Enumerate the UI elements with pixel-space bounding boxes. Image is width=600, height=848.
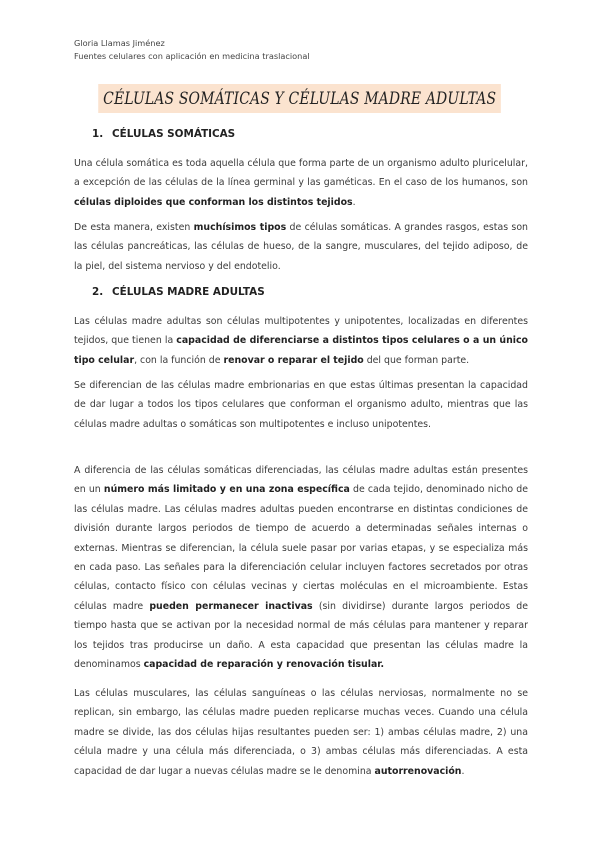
text-run: Una célula somática es toda aquella célula que forma parte de un organismo adulto pluricelular, a excepción de las células de la línea germinal y las gaméticas. En el caso de los humanos, son [74, 158, 528, 189]
bold-run: capacidad de diferenciarse a distintos tipos celulares o a un único tipo celular [74, 335, 528, 366]
text-run: . [461, 765, 465, 777]
title-block [0, 84, 600, 113]
text-run: . [352, 196, 356, 208]
text-run: De esta manera, existen [74, 222, 194, 233]
bold-run: células diploides que conforman los distintos tejidos [74, 196, 353, 208]
bold-run: capacidad de reparación y renovación tisular. [143, 659, 385, 671]
section-2-paragraph-4 [74, 684, 528, 781]
text-run: A diferencia de las células somáticas diferenciadas, las células madre adultas están presentes en un [74, 465, 528, 496]
section-2-paragraph-2: Se diferencian de las células madre embrionarias en que estas últimas presentan la capacidad de dar lugar a todos los tipos celulares que conforman el organismo adulto, mientras que las células madre adultas o somáticas son multipotentes e incluso unipotentes. [74, 380, 528, 430]
section-2-number: 2. [92, 286, 104, 298]
page-title: CÉLULAS SOMÁTICAS Y CÉLULAS MADRE ADULTAS [99, 84, 502, 113]
header-author: Gloria Llamas Jiménez [74, 38, 165, 48]
bold-run: muchísimos tipos [193, 222, 287, 233]
bold-run: renovar o reparar el tejido [223, 354, 364, 366]
text-run: del que forman parte. [363, 354, 470, 366]
section-2-heading [92, 286, 265, 298]
section-1-number: 1. [92, 128, 104, 140]
text-run: Las células madre adultas son células multipotentes y unipotentes, localizadas en diferentes tejidos, que tienen la [74, 316, 528, 347]
section-2-paragraph-1 [74, 312, 528, 370]
section-2-title: CÉLULAS MADRE ADULTAS [112, 286, 265, 298]
header-course: Fuentes celulares con aplicación en medicina traslacional [74, 51, 310, 61]
bold-run: número más limitado y en una zona específica [103, 484, 350, 496]
section-1-heading [92, 128, 235, 140]
text-run: , con la función de [134, 354, 224, 366]
text-run: de cada tejido, denominado nicho de las células madre. Las células madres adultas pueden encontrarse en distintas condiciones de división durante largos periodos de tiempo de acuerdo a determinadas señales internas o externas. Mientras se diferencian, la célula suele pasar por varias etapas, y se especializa más en cada paso. Las señales para la diferenciación celular incluyen factores secretados por otras células, contacto físico con células vecinas y ciertas moléculas en el microambiente. Estas células madre [74, 484, 528, 612]
bold-run: autorrenovación [374, 765, 462, 777]
section-1-paragraph-2 [74, 218, 528, 276]
section-1-paragraph-1 [74, 154, 528, 212]
text-run: (sin dividirse) durante largos periodos de tiempo hasta que se activan por la necesidad normal de más células para mantener y reparar los tejidos tras producirse un daño. A esta capacidad que presentan las células madre la denominamos [74, 600, 529, 671]
section-1-title: CÉLULAS SOMÁTICAS [112, 128, 236, 140]
bold-run: pueden permanecer inactivas [149, 600, 313, 612]
text-run: de células somáticas. A grandes rasgos, estas son las células pancreáticas, las células de hueso, de la sangre, musculares, del tejido adiposo, de la piel, del sistema nervioso y del endotelio. [74, 222, 528, 272]
section-2-paragraph-3 [74, 461, 528, 674]
text-run: Las células musculares, las células sanguíneas o las células nerviosas, normalmente no se replican, sin embargo, las células madre pueden replicarse muchas veces. Cuando una célula madre se divide, las dos células hijas resultantes pueden ser: 1) ambas células madre, 2) una célula madre y una célula más diferenciada, o 3) ambas células más diferenciadas. A esta capacidad de dar lugar a nuevas células madre se le denomina [74, 688, 528, 777]
